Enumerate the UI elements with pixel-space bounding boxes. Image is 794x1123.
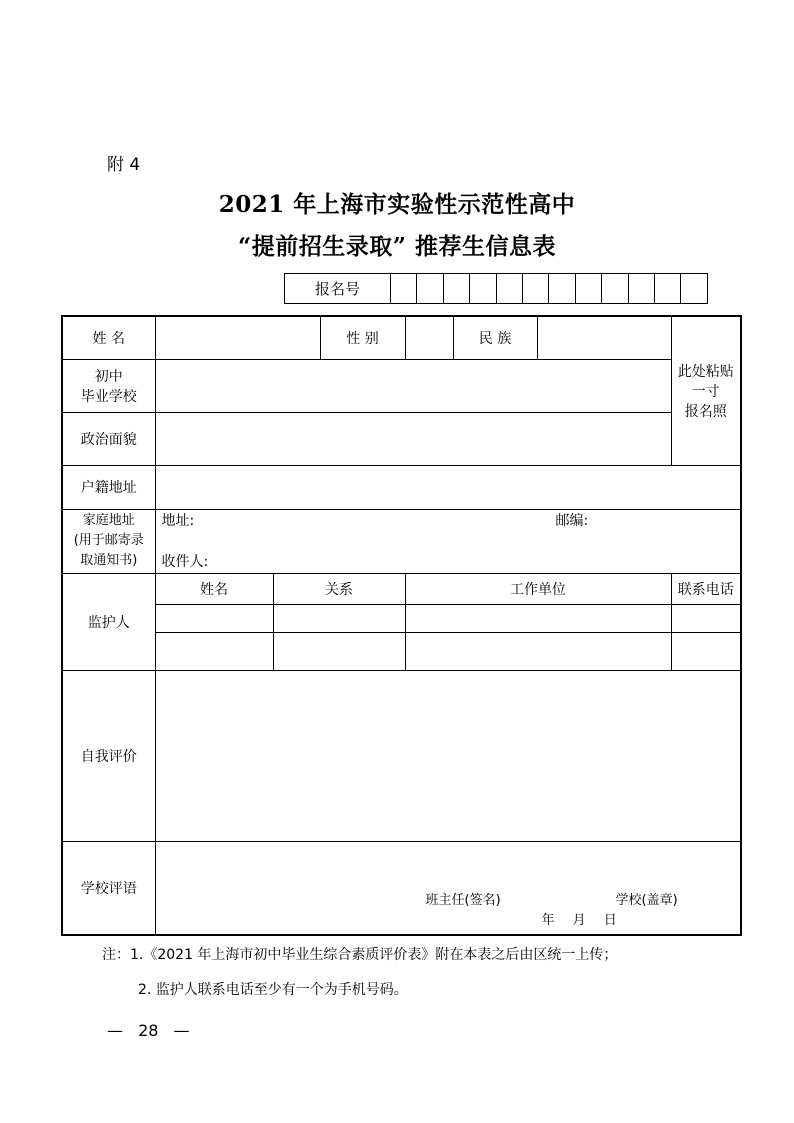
household-address-label: 户籍地址 [62, 465, 155, 509]
form-title-line2: “提前招生录取” 推荐生信息表 [238, 233, 556, 260]
registration-number-label: 报名号 [285, 274, 391, 304]
reg-digit-box[interactable] [654, 274, 680, 304]
date-label: 年 月 日 [541, 913, 617, 928]
home-address-label-line3: 取通知书) [80, 553, 138, 568]
reg-digit-box[interactable] [681, 274, 707, 304]
name-field[interactable] [155, 316, 320, 359]
photo-area[interactable] [671, 316, 741, 465]
reg-digit-box[interactable] [496, 274, 522, 304]
guardian-name-field[interactable] [155, 632, 273, 670]
form-title-line1: 2021 年上海市实验性示范性高中 [218, 191, 576, 218]
guardian-workplace-field[interactable] [405, 632, 671, 670]
reg-digit-box[interactable] [628, 274, 654, 304]
teacher-signature-label: 班主任(签名) [425, 893, 501, 908]
registration-number-strip [284, 273, 708, 304]
school-label [62, 359, 155, 412]
student-info-form [61, 315, 742, 936]
ethnicity-field[interactable] [537, 316, 671, 359]
guardian-workplace-field[interactable] [405, 604, 671, 632]
guardian-phone-field[interactable] [671, 604, 741, 632]
school-seal-label: 学校(盖章) [615, 893, 678, 908]
note-1: 注：1.《2021 年上海市初中毕业生综合素质评价表》附在本表之后由区统一上传； [102, 947, 618, 963]
reg-digit-box[interactable] [522, 274, 548, 304]
reg-digit-box[interactable] [575, 274, 601, 304]
home-address-field[interactable] [155, 509, 741, 573]
guardian-relation-header: 关系 [273, 573, 405, 604]
recipient-label: 收件人: [161, 553, 209, 570]
postal-code-label: 邮编: [555, 512, 589, 529]
school-label-line2: 毕业学校 [80, 388, 137, 405]
school-comments-label: 学校评语 [62, 841, 155, 935]
reg-digit-box[interactable] [549, 274, 575, 304]
guardian-label: 监护人 [62, 573, 155, 670]
guardian-name-field[interactable] [155, 604, 273, 632]
guardian-phone-field[interactable] [671, 632, 741, 670]
photo-instruction-line2: 报名照 [684, 403, 727, 420]
reg-digit-box[interactable] [602, 274, 628, 304]
annex-label: 附 4 [107, 155, 141, 175]
home-address-label-line1: 家庭地址 [82, 513, 135, 528]
ethnicity-label: 民 族 [453, 316, 537, 359]
note-2: 2. 监护人联系电话至少有一个为手机号码。 [138, 982, 408, 998]
guardian-name-header: 姓名 [155, 573, 273, 604]
school-label-line1: 初中 [94, 368, 123, 385]
guardian-relation-field[interactable] [273, 632, 405, 670]
household-address-field[interactable] [155, 465, 741, 509]
home-address-label-line2: (用于邮寄录 [73, 533, 144, 548]
home-address-label [62, 509, 155, 573]
self-evaluation-field[interactable] [155, 670, 741, 841]
page-number: — 28 — [107, 1021, 190, 1040]
gender-field[interactable] [405, 316, 453, 359]
guardian-phone-header: 联系电话 [671, 573, 741, 604]
reg-digit-box[interactable] [417, 274, 443, 304]
name-label: 姓 名 [62, 316, 155, 359]
guardian-workplace-header: 工作单位 [405, 573, 671, 604]
political-status-field[interactable] [155, 412, 671, 465]
reg-digit-box[interactable] [470, 274, 496, 304]
school-comments-field[interactable] [155, 841, 741, 935]
school-field[interactable] [155, 359, 671, 412]
gender-label: 性 别 [320, 316, 405, 359]
self-evaluation-label: 自我评价 [62, 670, 155, 841]
photo-instruction-line1: 此处粘贴一寸 [677, 363, 734, 400]
guardian-relation-field[interactable] [273, 604, 405, 632]
reg-digit-box[interactable] [391, 274, 417, 304]
address-label: 地址: [161, 512, 195, 529]
reg-digit-box[interactable] [443, 274, 469, 304]
political-status-label: 政治面貌 [62, 412, 155, 465]
